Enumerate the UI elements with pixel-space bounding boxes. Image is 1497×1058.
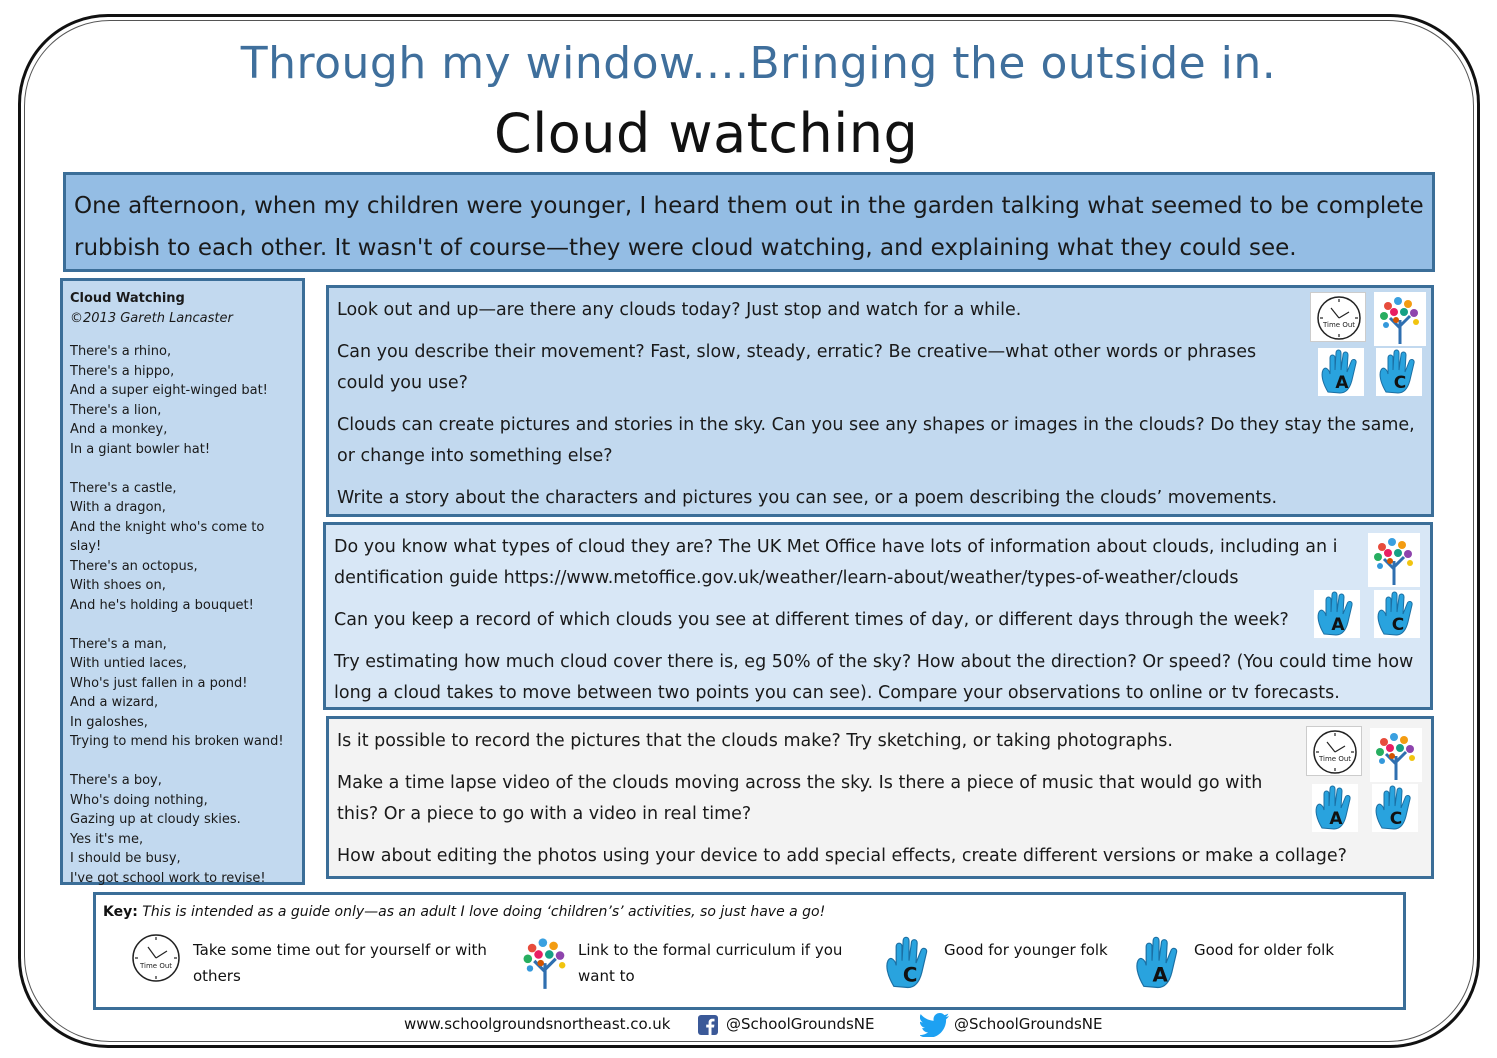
twitter-icon[interactable] xyxy=(920,1013,950,1037)
poem-line: There's a man, xyxy=(70,636,167,652)
poem-line: In a giant bowler hat! xyxy=(70,441,211,457)
hand-a-icon xyxy=(1314,590,1360,638)
poem-line: I've got school work to revise! xyxy=(70,870,266,886)
poem-line: There's a hippo, xyxy=(70,363,175,379)
poem-line: And he's holding a bouquet! xyxy=(70,597,254,613)
panel-paragraph: Write a story about the characters and pictures you can see, or a poem describing the clouds’ movements. xyxy=(337,488,1278,508)
poem-line: There's a lion, xyxy=(70,402,162,418)
key-item-text: Take some time out for yourself or with others xyxy=(193,941,487,985)
poem-line: Who's just fallen in a pond! xyxy=(70,675,248,691)
poem-line: With a dragon, xyxy=(70,500,166,515)
poem-line: And a monkey, xyxy=(70,422,168,437)
panel-paragraph: Clouds can create pictures and stories in the sky. Can you see any shapes or images in the clouds? Do they stay the same, or change into something else? xyxy=(337,415,1415,466)
key-box xyxy=(93,892,1406,1010)
panel-paragraph: Make a time lapse video of the clouds moving across the sky. Is there a piece of music that would go with this? Or a piece to go with a video in real time? xyxy=(337,773,1263,824)
poem-line: And the knight who's come to slay! xyxy=(70,519,265,554)
hand-c-icon xyxy=(1376,348,1422,396)
hand-a-letter: A xyxy=(1329,809,1343,829)
panel-paragraph: Can you describe their movement? Fast, slow, steady, erratic? Be creative—what other words or phrases could you use? xyxy=(337,342,1257,393)
poem-line: There's a rhino, xyxy=(70,344,172,359)
page-subtitle: Cloud watching xyxy=(494,102,919,165)
key-item-text: Good for older folk xyxy=(1194,941,1335,959)
page-title: Through my window....Bringing the outside in. xyxy=(240,38,1277,89)
tree-icon xyxy=(1374,292,1426,346)
hand-c-letter: C xyxy=(1391,615,1405,635)
poem-stanza xyxy=(70,479,296,616)
poem-line: Who's doing nothing, xyxy=(70,792,208,808)
clock-icon xyxy=(1306,726,1362,776)
clock-icon-label: Time Out xyxy=(1318,755,1352,763)
clock-icon xyxy=(1310,292,1366,342)
poem-stanza xyxy=(70,771,296,888)
poem-author: ©2013 Gareth Lancaster xyxy=(70,310,233,326)
hand-c-icon xyxy=(1374,590,1420,638)
hand-c-letter: C xyxy=(1389,809,1403,829)
poem-box xyxy=(60,278,305,885)
poem-stanza xyxy=(70,342,296,459)
activity-panel-1 xyxy=(326,285,1434,517)
hand-c-icon xyxy=(882,935,936,991)
tree-icon xyxy=(1368,533,1420,587)
hand-a-icon xyxy=(1132,935,1186,991)
panel-paragraph: Do you know what types of cloud they are? The UK Met Office have lots of information about clouds, including an identification guide https://www.metoffice.gov.uk/weather/learn-about/weather/types-of-weather/clouds xyxy=(334,537,1338,588)
poem-line: Yes it's me, xyxy=(70,831,144,847)
activity-panel-3 xyxy=(326,716,1434,879)
panel-paragraph: How about editing the photos using your device to add special effects, create different versions or make a collage? xyxy=(337,846,1347,866)
activity-panel-2 xyxy=(323,522,1433,710)
panel-paragraph: Is it possible to record the pictures that the clouds make? Try sketching, or taking photographs. xyxy=(337,731,1173,751)
key-item-text: Good for younger folk xyxy=(944,941,1108,959)
footer-website[interactable]: www.schoolgroundsnortheast.co.uk xyxy=(404,1015,671,1033)
tree-icon xyxy=(1370,728,1422,782)
facebook-icon[interactable] xyxy=(698,1015,718,1035)
poem-line: With shoes on, xyxy=(70,578,166,593)
intro-text: One afternoon, when my children were younger, I heard them out in the garden talking what seemed to be complete rubbish to each other. It wasn't of course—they were cloud watching, and explaining what they could see. xyxy=(74,193,1424,261)
hand-c-letter: C xyxy=(902,963,918,987)
panel-paragraph: Can you keep a record of which clouds you see at different times of day, or different days through the week? xyxy=(334,610,1289,630)
panel-paragraph: Try estimating how much cloud cover there is, eg 50% of the sky? How about the direction? Or speed? (You could time how long a cloud takes to move between two points you can see). Compare your observations to online or tv forecasts. xyxy=(334,652,1414,703)
hand-c-icon xyxy=(1372,784,1418,832)
poem-line: There's a castle, xyxy=(70,480,177,496)
hand-a-letter: A xyxy=(1152,963,1168,987)
hand-c-letter: C xyxy=(1393,373,1407,393)
intro-box xyxy=(63,172,1435,272)
key-label: Key: xyxy=(103,904,138,920)
hand-a-icon xyxy=(1312,784,1358,832)
panel-paragraph: Look out and up—are there any clouds today? Just stop and watch for a while. xyxy=(337,300,1022,320)
key-note: This is intended as a guide only—as an adult I love doing ‘children’s’ activities, so just have a go! xyxy=(142,904,826,920)
hand-a-letter: A xyxy=(1335,373,1349,393)
poem-line: And a super eight-winged bat! xyxy=(70,383,268,398)
footer-facebook[interactable]: @SchoolGroundsNE xyxy=(726,1015,875,1033)
poem-line: With untied laces, xyxy=(70,656,187,671)
poem-line: And a wizard, xyxy=(70,695,159,710)
hand-a-letter: A xyxy=(1331,615,1345,635)
poem-line: There's a boy, xyxy=(70,773,162,788)
poem-line: There's an octopus, xyxy=(70,558,198,574)
key-heading xyxy=(103,904,825,920)
footer-twitter[interactable]: @SchoolGroundsNE xyxy=(954,1015,1103,1033)
key-item-text: Link to the formal curriculum if you want to xyxy=(578,941,843,985)
tree-icon xyxy=(516,933,574,991)
poem-line: I should be busy, xyxy=(70,851,181,866)
clock-icon-label: Time Out xyxy=(139,962,173,970)
clock-icon-label: Time Out xyxy=(1322,321,1356,329)
poem-stanza xyxy=(70,635,296,752)
poem-line: In galoshes, xyxy=(70,714,148,730)
poem-line: Gazing up at cloudy skies. xyxy=(70,812,241,827)
clock-icon xyxy=(128,931,184,985)
poem-title: Cloud Watching xyxy=(70,291,185,306)
hand-a-icon xyxy=(1318,348,1364,396)
poem-line: Trying to mend his broken wand! xyxy=(70,734,284,749)
